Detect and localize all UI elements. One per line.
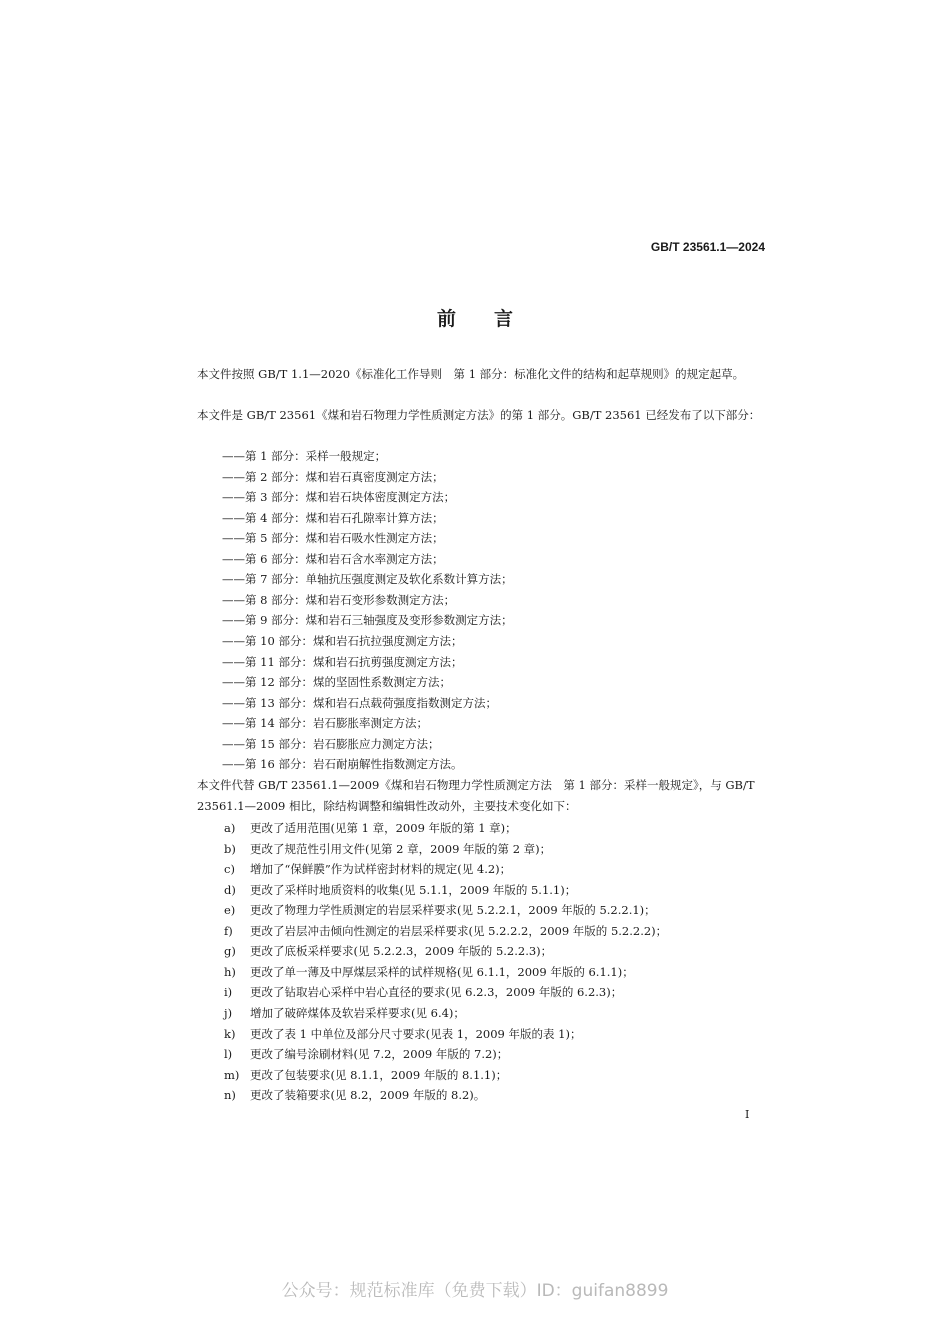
change-item — [224, 962, 634, 983]
change-text: 更改了单一薄及中厚煤层采样的试样规格(见 6.1.1，2009 年版的 6.1.1)； — [250, 965, 634, 979]
watermark-text: 公众号：规范标准库（免费下载）ID：guifan8899 — [281, 1281, 669, 1301]
change-item — [224, 839, 551, 860]
change-text: 更改了编号涂刷材料(见 7.2，2009 年版的 7.2)； — [250, 1047, 509, 1061]
part-item: ——第 4 部分：煤和岩石孔隙率计算方法； — [222, 511, 444, 525]
change-label: e) — [224, 903, 236, 917]
change-text: 更改了钻取岩心采样中岩心直径的要求(见 6.2.3，2009 年版的 6.2.3)； — [250, 985, 623, 999]
change-item — [224, 1024, 581, 1045]
change-item — [224, 982, 622, 1003]
change-item — [224, 921, 667, 942]
part-item: ——第 1 部分：采样一般规定； — [222, 449, 387, 463]
part-item: ——第 11 部分：煤和岩石抗剪强度测定方法； — [222, 655, 463, 669]
change-item — [224, 1085, 485, 1106]
change-text: 更改了岩层冲击倾向性测定的岩层采样要求(见 5.2.2.2，2009 年版的 5.2.2.2)； — [250, 924, 668, 938]
change-label: l) — [224, 1047, 233, 1061]
part-item: ——第 5 部分：煤和岩石吸水性测定方法； — [222, 531, 444, 545]
change-item — [224, 818, 517, 839]
change-label: b) — [224, 842, 236, 856]
change-text: 更改了适用范围(见第 1 章，2009 年版的第 1 章)； — [250, 821, 517, 835]
change-label: a) — [224, 821, 236, 835]
part-item: ——第 16 部分：岩石耐崩解性指数测定方法。 — [222, 757, 463, 771]
change-item — [224, 900, 656, 921]
change-item — [224, 1044, 508, 1065]
change-text: 更改了装箱要求(见 8.2，2009 年版的 8.2)。 — [250, 1088, 486, 1102]
change-text: 更改了规范性引用文件(见第 2 章，2009 年版的第 2 章)； — [250, 842, 552, 856]
part-item: ——第 3 部分：煤和岩石块体密度测定方法； — [222, 490, 456, 504]
part-item: ——第 15 部分：岩石膨胀应力测定方法； — [222, 737, 440, 751]
change-label: k) — [224, 1027, 236, 1041]
part-item: ——第 9 部分：煤和岩石三轴强度及变形参数测定方法； — [222, 613, 513, 627]
change-label: m) — [224, 1068, 240, 1082]
change-item — [224, 1065, 507, 1086]
part-item: ——第 6 部分：煤和岩石含水率测定方法； — [222, 552, 444, 566]
replacement-paragraph: 本文件代替 GB/T 23561.1—2009《煤和岩石物理力学性质测定方法 第 1 部分：采样一般规定》，与 GB/T 23561.1—2009 相比，除结构调整和编辑性改动外，主要技术变化如下： — [197, 778, 755, 813]
part-item: ——第 12 部分：煤的坚固性系数测定方法； — [222, 675, 451, 689]
change-text: 更改了采样时地质资料的收集(见 5.1.1，2009 年版的 5.1.1)； — [250, 883, 577, 897]
part-item: ——第 2 部分：煤和岩石真密度测定方法； — [222, 470, 444, 484]
page-title: 前言 — [436, 308, 551, 330]
document-id: GB/T 23561.1—2024 — [650, 240, 765, 254]
change-label: i) — [224, 985, 233, 999]
part-item: ——第 7 部分：单轴抗压强度测定及软化系数计算方法； — [222, 572, 513, 586]
change-label: g) — [224, 944, 236, 958]
part-item: ——第 8 部分：煤和岩石变形参数测定方法； — [222, 593, 456, 607]
change-label: f) — [224, 924, 233, 938]
change-item — [224, 880, 576, 901]
part-item: ——第 13 部分：煤和岩石点载荷强度指数测定方法； — [222, 696, 497, 710]
change-label: d) — [224, 883, 236, 897]
intro-paragraph-drafting: 本文件按照 GB/T 1.1—2020《标准化工作导则 第 1 部分：标准化文件的结构和起草规则》的规定起草。 — [197, 367, 745, 381]
change-text: 增加了“保鲜膜”作为试样密封材料的规定(见 4.2)； — [250, 862, 512, 876]
change-text: 更改了表 1 中单位及部分尺寸要求(见表 1，2009 年版的表 1)； — [250, 1027, 582, 1041]
change-text: 更改了包装要求(见 8.1.1，2009 年版的 8.1.1)； — [250, 1068, 508, 1082]
change-label: c) — [224, 862, 235, 876]
change-item — [224, 941, 552, 962]
change-text: 更改了物理力学性质测定的岩层采样要求(见 5.2.2.1，2009 年版的 5.2.2.1)； — [250, 903, 656, 917]
intro-paragraph-parts: 本文件是 GB/T 23561《煤和岩石物理力学性质测定方法》的第 1 部分。GB/T 23561 已经发布了以下部分： — [197, 408, 761, 422]
part-item: ——第 14 部分：岩石膨胀率测定方法； — [222, 716, 428, 730]
change-label: n) — [224, 1088, 236, 1102]
change-label: j) — [224, 1006, 233, 1020]
change-text: 更改了底板采样要求(见 5.2.2.3，2009 年版的 5.2.2.3)； — [250, 944, 553, 958]
change-item — [224, 859, 511, 880]
part-item: ——第 10 部分：煤和岩石抗拉强度测定方法； — [222, 634, 463, 648]
change-text: 增加了破碎煤体及软岩采样要求(见 6.4)； — [250, 1006, 465, 1020]
change-item — [224, 1003, 465, 1024]
page-number: I — [745, 1108, 750, 1121]
change-label: h) — [224, 965, 236, 979]
